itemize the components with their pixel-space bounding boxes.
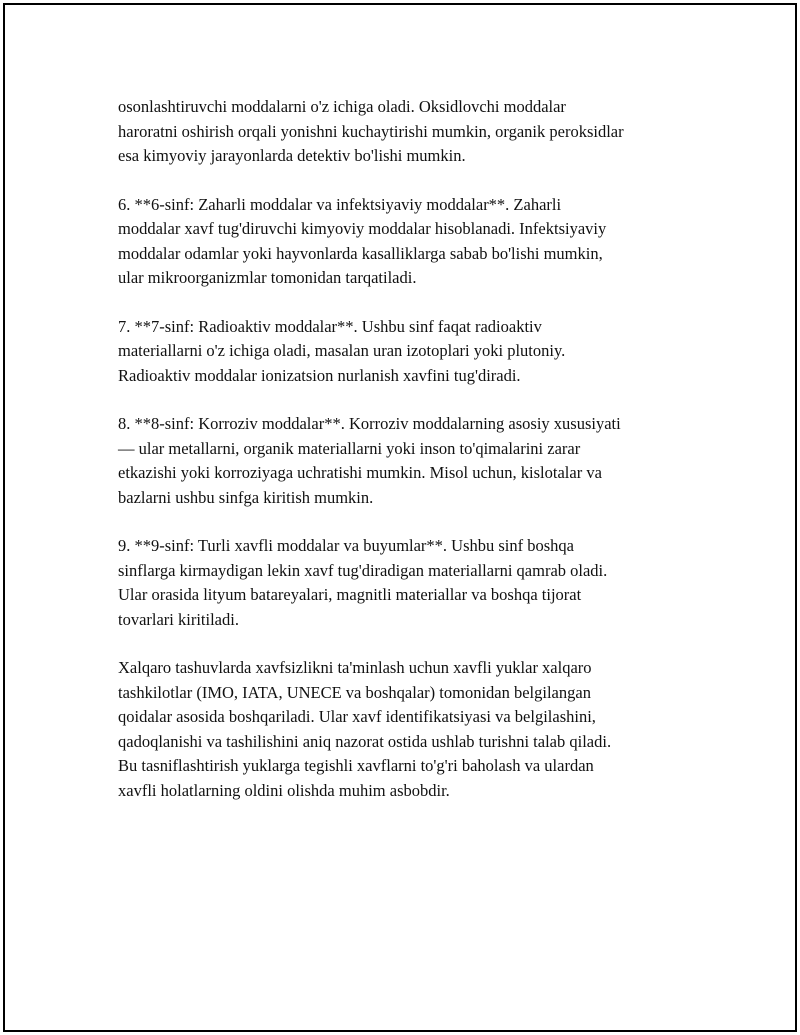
text-line: ular mikroorganizmlar tomonidan tarqatiladi. — [118, 268, 417, 287]
text-line: bazlarni ushbu sinfga kiritish mumkin. — [118, 487, 374, 507]
paragraph-conclusion — [118, 656, 698, 803]
paragraph-class-9 — [118, 534, 698, 632]
text-line: tovarlari kiritiladi. — [118, 609, 239, 629]
text-line: moddalar xavf tug'diruvchi kimyoviy moddalar hisoblanadi. Infektsiyaviy — [118, 219, 607, 238]
paragraph-class-7 — [118, 315, 698, 389]
text-line: etkazishi yoki korroziyaga uchratishi mumkin. Misol uchun, kislotalar va — [118, 463, 602, 482]
text-line: materiallarni o'z ichiga oladi, masalan uran izotoplari yoki plutoniy. — [118, 341, 566, 360]
text-line: 7. **7-sinf: Radioaktiv moddalar**. Ushbu sinf faqat radioaktiv — [118, 316, 542, 336]
text-line: Ular orasida lityum batareyalari, magnitli materiallar va boshqa tijorat — [118, 585, 582, 604]
text-line: Bu tasniflashtirish yuklarga tegishli xavflarni to'g'ri baholash va ulardan — [118, 756, 594, 775]
paragraph-intro-continuation — [118, 95, 698, 169]
text-line: qadoqlanishi va tashilishini aniq nazorat ostida ushlab turishni talab qiladi. — [118, 731, 612, 751]
text-line: tashkilotlar (IMO, IATA, UNECE va boshqalar) tomonidan belgilangan — [118, 682, 591, 702]
text-line: 8. **8-sinf: Korroziv moddalar**. Korroziv moddalarning asosiy xususiyati — [118, 414, 621, 433]
text-line: moddalar odamlar yoki hayvonlarda kasalliklarga sabab bo'lishi mumkin, — [118, 243, 603, 263]
text-line: Radioaktiv moddalar ionizatsion nurlanish xavfini tug'diradi. — [118, 365, 521, 385]
paragraph-class-6 — [118, 193, 698, 291]
text-line: sinflarga kirmaydigan lekin xavf tug'diradigan materiallarni qamrab oladi. — [118, 560, 608, 580]
text-line: 9. **9-sinf: Turli xavfli moddalar va buyumlar**. Ushbu sinf boshqa — [118, 536, 575, 555]
text-line: Xalqaro tashuvlarda xavfsizlikni ta'minlash uchun xavfli yuklar xalqaro — [118, 658, 592, 677]
paragraph-class-8 — [118, 412, 698, 510]
text-line: haroratni oshirish orqali yonishni kuchaytirishi mumkin, organik peroksidlar — [118, 121, 624, 141]
text-line: esa kimyoviy jarayonlarda detektiv bo'lishi mumkin. — [118, 146, 466, 165]
text-line: xavfli holatlarning oldini olishda muhim asbobdir. — [118, 780, 450, 800]
text-line: — ular metallarni, organik materiallarni yoki inson to'qimalarini zarar — [118, 438, 581, 458]
document-body — [118, 95, 698, 827]
text-line: 6. **6-sinf: Zaharli moddalar va infektsiyaviy moddalar**. Zaharli — [118, 194, 562, 214]
text-line: osonlashtiruvchi moddalarni o'z ichiga oladi. Oksidlovchi moddalar — [118, 97, 566, 116]
text-line: qoidalar asosida boshqariladi. Ular xavf identifikatsiyasi va belgilashini, — [118, 707, 596, 726]
